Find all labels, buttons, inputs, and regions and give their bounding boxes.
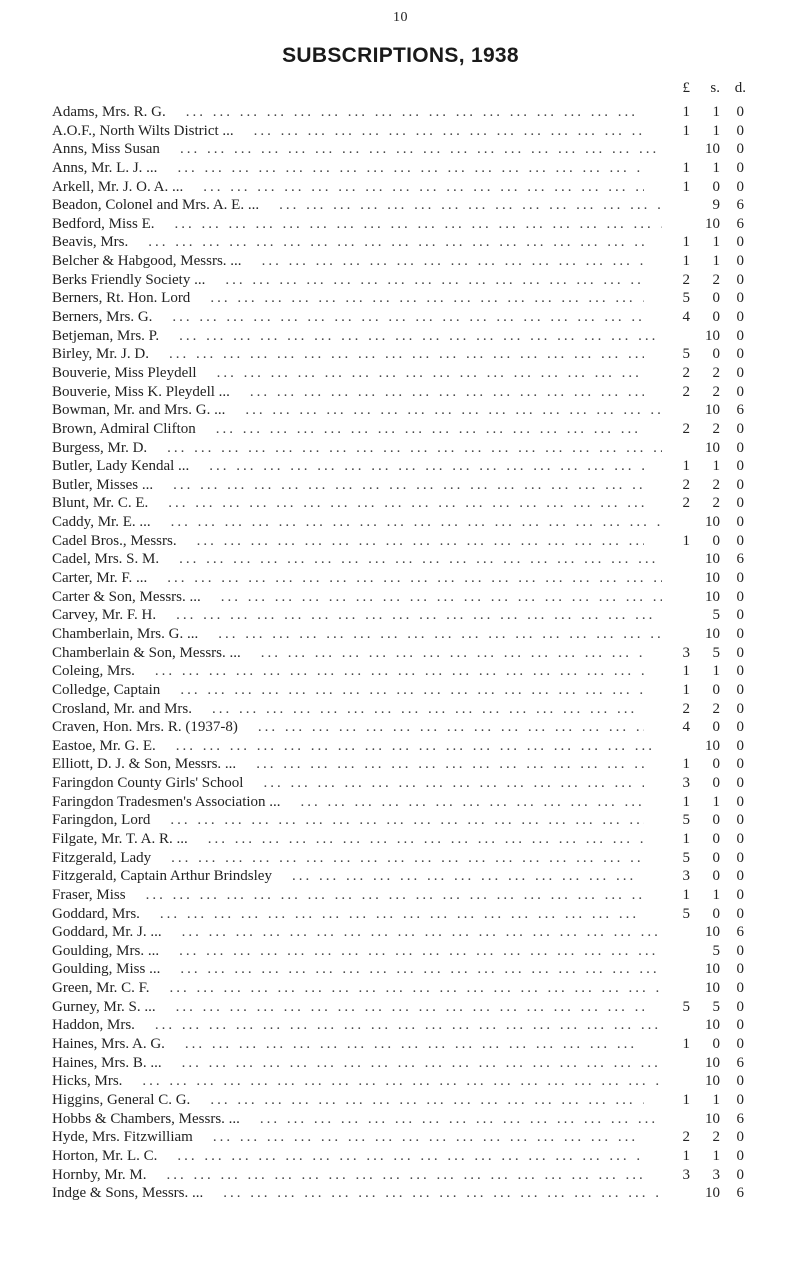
amount-pence: 6 xyxy=(722,550,744,569)
subscriber-name: Carter & Son, Messrs. ... ... . xyxy=(52,588,662,607)
amount-pounds: 1 xyxy=(644,1035,690,1054)
amount-pence: 0 xyxy=(722,569,744,588)
amount-pence: 0 xyxy=(722,998,744,1017)
amount-pence: 0 xyxy=(722,1035,744,1054)
subscription-row xyxy=(0,998,801,1017)
amount-pence: 6 xyxy=(722,401,744,420)
amount-shillings: 10 xyxy=(690,625,720,644)
amount-pounds: 3 xyxy=(644,1166,690,1185)
amount-pence: 0 xyxy=(722,364,744,383)
subscription-row xyxy=(0,252,801,271)
subscription-row xyxy=(0,1184,801,1203)
amount-pounds: 1 xyxy=(644,159,690,178)
subscription-row xyxy=(0,1035,801,1054)
amount-pence: 6 xyxy=(722,923,744,942)
subscription-row xyxy=(0,532,801,551)
amount-pence: 0 xyxy=(722,1166,744,1185)
amount-shillings: 10 xyxy=(690,960,720,979)
amount-pounds: 2 xyxy=(644,364,690,383)
amount-shillings: 2 xyxy=(690,383,720,402)
amount-shillings: 5 xyxy=(690,942,720,961)
subscriber-name: Elliott, D. J. & Son, Messrs. ... ... . xyxy=(52,755,662,774)
subscription-row xyxy=(0,923,801,942)
subscriber-name: Arkell, Mr. J. O. A. ... ... . xyxy=(52,178,662,197)
amount-shillings: 10 xyxy=(690,513,720,532)
amount-shillings: 0 xyxy=(690,718,720,737)
amount-shillings: 0 xyxy=(690,849,720,868)
amount-pounds: 5 xyxy=(644,811,690,830)
subscription-row xyxy=(0,215,801,234)
subscriber-name: Indge & Sons, Messrs. ... ... . xyxy=(52,1184,662,1203)
amount-pence: 0 xyxy=(722,662,744,681)
subscriber-name: Goddard, Mr. J. ... ... . xyxy=(52,923,662,942)
amount-pounds: 2 xyxy=(644,700,690,719)
amount-pounds: 2 xyxy=(644,383,690,402)
amount-shillings: 10 xyxy=(690,1072,720,1091)
subscription-row xyxy=(0,476,801,495)
amount-shillings: 3 xyxy=(690,1166,720,1185)
amount-pence: 6 xyxy=(722,215,744,234)
amount-pence: 0 xyxy=(722,774,744,793)
subscription-row xyxy=(0,700,801,719)
amount-shillings: 10 xyxy=(690,569,720,588)
amount-pence: 6 xyxy=(722,1184,744,1203)
subscriber-name: Bouverie, Miss Pleydell ... . xyxy=(52,364,662,383)
subscription-row xyxy=(0,1072,801,1091)
amount-pence: 0 xyxy=(722,420,744,439)
amount-shillings: 1 xyxy=(690,662,720,681)
subscriber-name: Fitzgerald, Lady ... . xyxy=(52,849,662,868)
subscription-row xyxy=(0,681,801,700)
amount-shillings: 10 xyxy=(690,737,720,756)
amount-pence: 0 xyxy=(722,383,744,402)
amount-pence: 0 xyxy=(722,271,744,290)
subscriber-name: Brown, Admiral Clifton ... . xyxy=(52,420,662,439)
amount-shillings: 10 xyxy=(690,1054,720,1073)
subscription-row xyxy=(0,1016,801,1035)
page-title: SUBSCRIPTIONS, 1938 xyxy=(282,44,519,67)
amount-pence: 0 xyxy=(722,588,744,607)
subscription-row xyxy=(0,606,801,625)
subscription-row xyxy=(0,588,801,607)
amount-pence: 0 xyxy=(722,681,744,700)
amount-shillings: 0 xyxy=(690,308,720,327)
subscriber-name: Chamberlain, Mrs. G. ... ... . xyxy=(52,625,662,644)
amount-shillings: 9 xyxy=(690,196,720,215)
subscription-row xyxy=(0,1110,801,1129)
subscriber-name: Butler, Misses ... ... . xyxy=(52,476,662,495)
amount-shillings: 10 xyxy=(690,140,720,159)
amount-shillings: 0 xyxy=(690,755,720,774)
page-number: 10 xyxy=(393,10,408,25)
subscription-row xyxy=(0,830,801,849)
subscriber-name: Belcher & Habgood, Messrs. ... ... . xyxy=(52,252,662,271)
amount-pence: 0 xyxy=(722,308,744,327)
subscription-row xyxy=(0,1128,801,1147)
amount-pence: 0 xyxy=(722,849,744,868)
subscription-row xyxy=(0,457,801,476)
amount-shillings: 0 xyxy=(690,345,720,364)
subscription-row xyxy=(0,718,801,737)
amount-shillings: 10 xyxy=(690,327,720,346)
amount-pence: 0 xyxy=(722,700,744,719)
subscription-row xyxy=(0,1054,801,1073)
amount-shillings: 10 xyxy=(690,588,720,607)
amount-shillings: 0 xyxy=(690,811,720,830)
subscriber-name: Goulding, Miss ... ... . xyxy=(52,960,662,979)
amount-shillings: 0 xyxy=(690,867,720,886)
subscriber-name: Caddy, Mr. E. ... ... . xyxy=(52,513,662,532)
subscription-row xyxy=(0,159,801,178)
subscriber-name: Betjeman, Mrs. P. ... . xyxy=(52,327,662,346)
subscription-row xyxy=(0,886,801,905)
amount-pounds: 4 xyxy=(644,718,690,737)
amount-pounds: 2 xyxy=(644,1128,690,1147)
subscriber-name: Berners, Rt. Hon. Lord ... . xyxy=(52,289,662,308)
subscription-row xyxy=(0,383,801,402)
subscriber-name: Bowman, Mr. and Mrs. G. ... ... . xyxy=(52,401,662,420)
amount-pence: 0 xyxy=(722,233,744,252)
amount-pounds: 2 xyxy=(644,476,690,495)
subscription-row xyxy=(0,308,801,327)
subscriber-name: Carter, Mr. F. ... ... . xyxy=(52,569,662,588)
subscription-row xyxy=(0,364,801,383)
subscription-row xyxy=(0,1166,801,1185)
amount-pence: 0 xyxy=(722,905,744,924)
amount-shillings: 2 xyxy=(690,364,720,383)
amount-pounds: 1 xyxy=(644,886,690,905)
subscriber-name: Higgins, General C. G. ... . xyxy=(52,1091,662,1110)
subscriber-name: A.O.F., North Wilts District ... ... . xyxy=(52,122,662,141)
subscription-row xyxy=(0,401,801,420)
subscriber-name: Birley, Mr. J. D. ... . xyxy=(52,345,662,364)
amount-pounds: 5 xyxy=(644,345,690,364)
pence-header: d. xyxy=(734,80,746,96)
subscription-list xyxy=(0,103,801,1203)
amount-shillings: 2 xyxy=(690,271,720,290)
amount-pounds: 3 xyxy=(644,867,690,886)
amount-pence: 0 xyxy=(722,457,744,476)
amount-pounds: 1 xyxy=(644,233,690,252)
subscription-row xyxy=(0,1147,801,1166)
amount-shillings: 1 xyxy=(690,233,720,252)
subscriber-name: Faringdon Tradesmen's Association ... ... . xyxy=(52,793,662,812)
amount-pence: 0 xyxy=(722,494,744,513)
subscriber-name: Beavis, Mrs. ... . xyxy=(52,233,662,252)
amount-pence: 0 xyxy=(722,1147,744,1166)
subscriber-name: Hobbs & Chambers, Messrs. ... ... . xyxy=(52,1110,662,1129)
amount-pence: 0 xyxy=(722,252,744,271)
amount-pounds: 2 xyxy=(644,271,690,290)
amount-shillings: 0 xyxy=(690,1035,720,1054)
amount-shillings: 1 xyxy=(690,103,720,122)
amount-pounds: 1 xyxy=(644,681,690,700)
amount-pence: 6 xyxy=(722,1110,744,1129)
amount-pence: 0 xyxy=(722,159,744,178)
amount-pence: 0 xyxy=(722,140,744,159)
amount-pounds: 1 xyxy=(644,457,690,476)
amount-pounds: 4 xyxy=(644,308,690,327)
subscription-row xyxy=(0,550,801,569)
subscription-row xyxy=(0,867,801,886)
amount-pounds: 2 xyxy=(644,420,690,439)
shillings-header: s. xyxy=(710,80,720,96)
subscriber-name: Blunt, Mr. C. E. ... . xyxy=(52,494,662,513)
subscriber-name: Haddon, Mrs. ... . xyxy=(52,1016,662,1035)
amount-pounds: 1 xyxy=(644,178,690,197)
amount-pence: 0 xyxy=(722,606,744,625)
subscriber-name: Green, Mr. C. F. ... . xyxy=(52,979,662,998)
subscriber-name: Faringdon County Girls' School ... . xyxy=(52,774,662,793)
amount-shillings: 10 xyxy=(690,1016,720,1035)
amount-pounds: 1 xyxy=(644,532,690,551)
amount-pence: 0 xyxy=(722,755,744,774)
amount-shillings: 1 xyxy=(690,122,720,141)
amount-pounds: 1 xyxy=(644,793,690,812)
amount-pounds: 5 xyxy=(644,998,690,1017)
amount-pounds: 1 xyxy=(644,122,690,141)
amount-pounds: 1 xyxy=(644,830,690,849)
subscription-row xyxy=(0,960,801,979)
subscription-row xyxy=(0,905,801,924)
subscription-row xyxy=(0,196,801,215)
subscriber-name: Cadel Bros., Messrs. ... . xyxy=(52,532,662,551)
amount-shillings: 1 xyxy=(690,886,720,905)
amount-shillings: 10 xyxy=(690,979,720,998)
amount-pounds: 3 xyxy=(644,774,690,793)
subscription-row xyxy=(0,662,801,681)
subscription-row xyxy=(0,420,801,439)
amount-pounds: 1 xyxy=(644,252,690,271)
amount-pounds: 2 xyxy=(644,494,690,513)
subscriber-name: Berners, Mrs. G. ... . xyxy=(52,308,662,327)
subscriber-name: Berks Friendly Society ... ... . xyxy=(52,271,662,290)
amount-pence: 0 xyxy=(722,979,744,998)
amount-pounds: 5 xyxy=(644,905,690,924)
subscriber-name: Hyde, Mrs. Fitzwilliam ... . xyxy=(52,1128,662,1147)
amount-pence: 0 xyxy=(722,532,744,551)
amount-pounds: 1 xyxy=(644,1091,690,1110)
amount-pence: 0 xyxy=(722,737,744,756)
subscriber-name: Chamberlain & Son, Messrs. ... ... . xyxy=(52,644,662,663)
amount-pounds: 5 xyxy=(644,289,690,308)
subscriber-name: Carvey, Mr. F. H. ... . xyxy=(52,606,662,625)
amount-pounds: 1 xyxy=(644,755,690,774)
amount-shillings: 10 xyxy=(690,550,720,569)
amount-shillings: 1 xyxy=(690,252,720,271)
amount-pence: 0 xyxy=(722,1016,744,1035)
subscriber-name: Haines, Mrs. B. ... ... . xyxy=(52,1054,662,1073)
subscription-row xyxy=(0,737,801,756)
subscription-row xyxy=(0,793,801,812)
subscription-row xyxy=(0,122,801,141)
amount-pence: 0 xyxy=(722,476,744,495)
subscription-row xyxy=(0,233,801,252)
subscriber-name: Filgate, Mr. T. A. R. ... ... . xyxy=(52,830,662,849)
subscription-row xyxy=(0,774,801,793)
amount-shillings: 0 xyxy=(690,289,720,308)
subscriber-name: Anns, Mr. L. J. ... ... . xyxy=(52,159,662,178)
subscriber-name: Beadon, Colonel and Mrs. A. E. ... ... . xyxy=(52,196,662,215)
subscription-row xyxy=(0,494,801,513)
subscription-row xyxy=(0,755,801,774)
subscriber-name: Goulding, Mrs. ... ... . xyxy=(52,942,662,961)
subscription-row xyxy=(0,178,801,197)
amount-pence: 6 xyxy=(722,1054,744,1073)
amount-pence: 0 xyxy=(722,867,744,886)
amount-shillings: 2 xyxy=(690,1128,720,1147)
amount-pence: 0 xyxy=(722,289,744,308)
amount-shillings: 0 xyxy=(690,532,720,551)
subscription-row xyxy=(0,979,801,998)
subscriber-name: Anns, Miss Susan ... . xyxy=(52,140,662,159)
amount-pence: 0 xyxy=(722,439,744,458)
amount-shillings: 10 xyxy=(690,439,720,458)
amount-pence: 0 xyxy=(722,625,744,644)
subscriber-name: Bouverie, Miss K. Pleydell ... ... . xyxy=(52,383,662,402)
amount-shillings: 1 xyxy=(690,793,720,812)
subscriber-name: Fitzgerald, Captain Arthur Brindsley ... . xyxy=(52,867,662,886)
amount-pence: 0 xyxy=(722,178,744,197)
amount-pounds: 1 xyxy=(644,103,690,122)
amount-pence: 0 xyxy=(722,1128,744,1147)
subscriber-name: Eastoe, Mr. G. E. ... . xyxy=(52,737,662,756)
subscription-row xyxy=(0,345,801,364)
subscription-row xyxy=(0,1091,801,1110)
amount-pounds: 1 xyxy=(644,662,690,681)
subscription-row xyxy=(0,439,801,458)
subscription-row xyxy=(0,625,801,644)
subscriber-name: Goddard, Mrs. ... . xyxy=(52,905,662,924)
amount-shillings: 10 xyxy=(690,923,720,942)
amount-shillings: 2 xyxy=(690,494,720,513)
subscriber-name: Bedford, Miss E. ... . xyxy=(52,215,662,234)
subscriber-name: Gurney, Mr. S. ... ... . xyxy=(52,998,662,1017)
subscription-row xyxy=(0,942,801,961)
amount-shillings: 1 xyxy=(690,1091,720,1110)
amount-shillings: 1 xyxy=(690,159,720,178)
amount-pence: 0 xyxy=(722,644,744,663)
amount-shillings: 0 xyxy=(690,178,720,197)
amount-shillings: 1 xyxy=(690,457,720,476)
amount-shillings: 2 xyxy=(690,476,720,495)
subscriber-name: Butler, Lady Kendal ... ... . xyxy=(52,457,662,476)
subscription-row xyxy=(0,103,801,122)
subscription-row xyxy=(0,140,801,159)
subscriber-name: Crosland, Mr. and Mrs. ... . xyxy=(52,700,662,719)
subscriber-name: Colledge, Captain ... . xyxy=(52,681,662,700)
amount-pounds: 1 xyxy=(644,1147,690,1166)
subscriber-name: Haines, Mrs. A. G. ... . xyxy=(52,1035,662,1054)
amount-pence: 0 xyxy=(722,122,744,141)
amount-pence: 0 xyxy=(722,942,744,961)
amount-pence: 0 xyxy=(722,345,744,364)
amount-shillings: 2 xyxy=(690,700,720,719)
subscriber-name: Burgess, Mr. D. ... . xyxy=(52,439,662,458)
subscription-row xyxy=(0,513,801,532)
subscription-row xyxy=(0,811,801,830)
amount-shillings: 0 xyxy=(690,905,720,924)
amount-shillings: 5 xyxy=(690,998,720,1017)
subscription-row xyxy=(0,289,801,308)
amount-pounds: 5 xyxy=(644,849,690,868)
amount-shillings: 0 xyxy=(690,830,720,849)
subscription-row xyxy=(0,327,801,346)
amount-pence: 0 xyxy=(722,718,744,737)
amount-shillings: 10 xyxy=(690,1184,720,1203)
subscriber-name: Fraser, Miss ... . xyxy=(52,886,662,905)
amount-pence: 0 xyxy=(722,830,744,849)
subscriber-name: Craven, Hon. Mrs. R. (1937-8) ... . xyxy=(52,718,662,737)
amount-shillings: 10 xyxy=(690,1110,720,1129)
subscription-row xyxy=(0,849,801,868)
amount-shillings: 2 xyxy=(690,420,720,439)
subscription-row xyxy=(0,271,801,290)
amount-pence: 0 xyxy=(722,327,744,346)
subscriber-name: Adams, Mrs. R. G. ... . xyxy=(52,103,662,122)
subscriber-name: Cadel, Mrs. S. M. ... . xyxy=(52,550,662,569)
subscriber-name: Hicks, Mrs. ... . xyxy=(52,1072,662,1091)
amount-shillings: 5 xyxy=(690,644,720,663)
amount-pence: 0 xyxy=(722,103,744,122)
amount-pence: 0 xyxy=(722,886,744,905)
amount-shillings: 10 xyxy=(690,401,720,420)
amount-pence: 0 xyxy=(722,1072,744,1091)
amount-shillings: 5 xyxy=(690,606,720,625)
subscription-row xyxy=(0,569,801,588)
amount-pence: 0 xyxy=(722,1091,744,1110)
amount-shillings: 1 xyxy=(690,1147,720,1166)
amount-pence: 0 xyxy=(722,793,744,812)
subscription-row xyxy=(0,644,801,663)
amount-shillings: 10 xyxy=(690,215,720,234)
pounds-header: £ xyxy=(682,80,690,96)
amount-pence: 0 xyxy=(722,513,744,532)
subscriber-name: Hornby, Mr. M. ... . xyxy=(52,1166,662,1185)
amount-pence: 6 xyxy=(722,196,744,215)
amount-shillings: 0 xyxy=(690,681,720,700)
subscriber-name: Horton, Mr. L. C. ... . xyxy=(52,1147,662,1166)
amount-shillings: 0 xyxy=(690,774,720,793)
column-headers xyxy=(0,80,801,102)
amount-pence: 0 xyxy=(722,960,744,979)
subscriber-name: Faringdon, Lord ... . xyxy=(52,811,662,830)
amount-pence: 0 xyxy=(722,811,744,830)
subscriber-name: Coleing, Mrs. ... . xyxy=(52,662,662,681)
amount-pounds: 3 xyxy=(644,644,690,663)
